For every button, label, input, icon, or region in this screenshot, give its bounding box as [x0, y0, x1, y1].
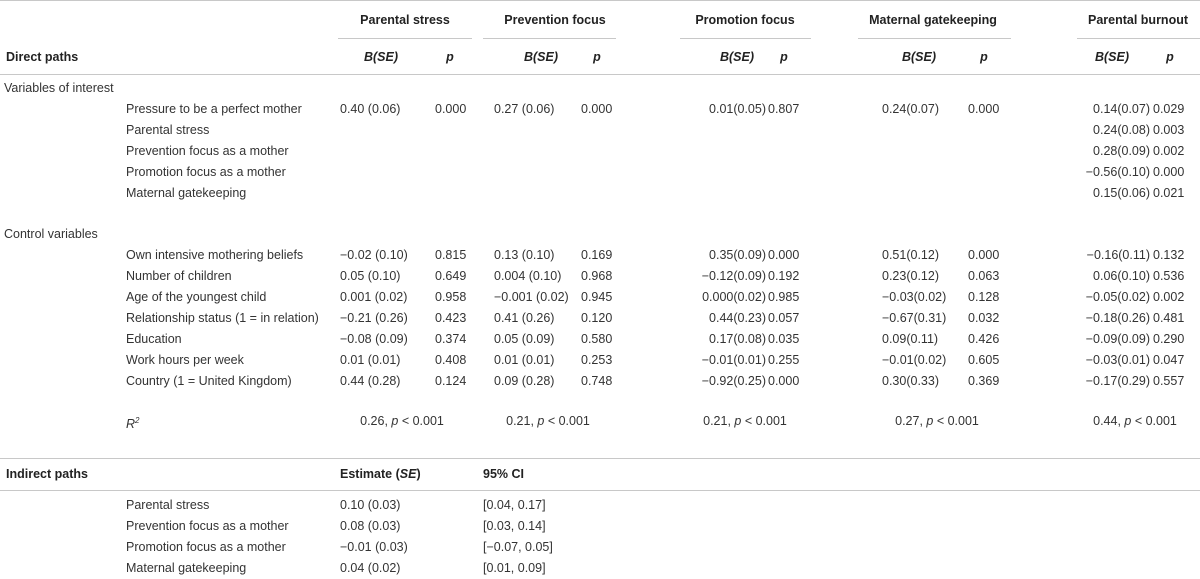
cell: 0.426 [968, 332, 1000, 346]
ci-cell: [0.01, 0.09] [483, 561, 546, 575]
row-label: Relationship status (1 = in relation) [126, 311, 319, 325]
cell: 0.063 [968, 269, 1000, 283]
row-label: Country (1 = United Kingdom) [126, 374, 292, 388]
cell: 0.029 [1153, 102, 1185, 116]
cell: −0.56(0.10) [1085, 165, 1150, 179]
group-underline-parental-burnout [1077, 38, 1200, 39]
cell: 0.15(0.06) [1093, 186, 1150, 200]
r-squared-threshold: < 0.001 [741, 414, 787, 428]
cell: 0.41 (0.26) [494, 311, 555, 325]
section-control-variables: Control variables [4, 227, 98, 241]
cell: 0.002 [1153, 290, 1185, 304]
cell: 0.047 [1153, 353, 1185, 367]
direct-paths-heading: Direct paths [6, 50, 79, 64]
row-label: Own intensive mothering beliefs [126, 248, 304, 262]
cell: 0.23(0.12) [882, 269, 939, 283]
top-rule [0, 0, 1200, 1]
r-squared-sup: 2 [135, 415, 140, 425]
r-squared-number: 0.21, [506, 414, 538, 428]
cell: 0.580 [581, 332, 613, 346]
row-label: Parental stress [126, 123, 210, 137]
r-squared-number: 0.26, [360, 414, 392, 428]
group-header-parental-burnout: Parental burnout [1087, 13, 1189, 27]
cell: −0.67(0.31) [882, 311, 947, 325]
col-p-maternal-gatekeeping: p [980, 50, 988, 64]
cell: 0.649 [435, 269, 467, 283]
cell: −0.01(0.02) [882, 353, 947, 367]
col-p-promotion-focus: p [780, 50, 788, 64]
r-squared-value [1093, 413, 1177, 429]
estimate-cell: −0.01 (0.03) [340, 540, 408, 554]
cell: 0.002 [1153, 144, 1185, 158]
cell: 0.132 [1153, 248, 1185, 262]
cell: 0.000 [968, 102, 1000, 116]
r-squared-threshold: < 0.001 [398, 414, 444, 428]
cell: −0.92(0.25) [701, 374, 766, 388]
cell: 0.003 [1153, 123, 1185, 137]
col-p-prevention-focus: p [593, 50, 601, 64]
cell: 0.124 [435, 374, 467, 388]
cell: 0.44(0.23) [709, 311, 766, 325]
row-label: Education [126, 332, 182, 346]
group-header-parental-stress: Parental stress [360, 13, 450, 27]
cell: 0.17(0.08) [709, 332, 766, 346]
group-underline-parental-stress [338, 38, 472, 39]
cell: 0.128 [968, 290, 1000, 304]
cell: 0.192 [768, 269, 800, 283]
r-squared-p: p [734, 414, 742, 428]
cell: 0.958 [435, 290, 467, 304]
cell: 0.30(0.33) [882, 374, 939, 388]
cell: 0.408 [435, 353, 467, 367]
section-variables-of-interest: Variables of interest [4, 81, 114, 95]
cell: 0.423 [435, 311, 467, 325]
group-underline-maternal-gatekeeping [858, 38, 1011, 39]
cell: 0.24(0.07) [882, 102, 939, 116]
cell: 0.000 [581, 102, 613, 116]
cell: 0.06(0.10) [1093, 269, 1150, 283]
cell: 0.27 (0.06) [494, 102, 555, 116]
cell: 0.000 [768, 248, 800, 262]
indirect-paths-heading: Indirect paths [6, 467, 88, 481]
cell: 0.24(0.08) [1093, 123, 1150, 137]
indirect-top-rule [0, 458, 1200, 459]
cell: −0.03(0.02) [882, 290, 947, 304]
cell: 0.000(0.02) [702, 290, 766, 304]
cell: 0.374 [435, 332, 467, 346]
estimate-header-se: SE [399, 467, 417, 481]
cell: −0.12(0.09) [701, 269, 766, 283]
r-squared-p: p [391, 414, 399, 428]
group-underline-promotion-focus [680, 38, 811, 39]
col-bse-parental-stress: B(SE) [363, 50, 399, 64]
cell: −0.16(0.11) [1086, 248, 1150, 262]
r-squared-p: p [537, 414, 545, 428]
col-p-parental-stress: p [446, 50, 454, 64]
r-squared-label [126, 416, 139, 432]
cell: 0.605 [968, 353, 1000, 367]
r-squared-p: p [1124, 414, 1132, 428]
row-label: Promotion focus as a mother [126, 165, 286, 179]
row-label: Maternal gatekeeping [126, 561, 247, 575]
cell: 0.035 [768, 332, 800, 346]
cell: 0.536 [1153, 269, 1185, 283]
cell: 0.01(0.05) [709, 102, 766, 116]
cell: 0.004 (0.10) [494, 269, 562, 283]
estimate-cell: 0.04 (0.02) [340, 561, 401, 575]
r-squared-threshold: < 0.001 [544, 414, 590, 428]
cell: −0.17(0.29) [1085, 374, 1150, 388]
indirect-header-rule [0, 490, 1200, 491]
cell: 0.985 [768, 290, 800, 304]
cell: 0.253 [581, 353, 613, 367]
row-label: Promotion focus as a mother [126, 540, 286, 554]
cell: 0.032 [968, 311, 1000, 325]
cell: 0.169 [581, 248, 613, 262]
col-p-parental-burnout: p [1166, 50, 1174, 64]
col-bse-promotion-focus: B(SE) [719, 50, 755, 64]
cell: 0.09(0.11) [882, 332, 939, 346]
cell: −0.05(0.02) [1085, 290, 1150, 304]
cell: 0.000 [1153, 165, 1185, 179]
cell: 0.057 [768, 311, 800, 325]
cell: 0.35(0.09) [709, 248, 766, 262]
ci-cell: [−0.07, 0.05] [483, 540, 553, 554]
row-label: Pressure to be a perfect mother [126, 102, 302, 116]
estimate-header-text: Estimate ( [340, 467, 400, 481]
cell: 0.01 (0.01) [340, 353, 401, 367]
header-bottom-rule [0, 74, 1200, 75]
cell: 0.14(0.07) [1093, 102, 1150, 116]
cell: 0.290 [1153, 332, 1185, 346]
cell: −0.03(0.01) [1085, 353, 1150, 367]
cell: −0.21 (0.26) [340, 311, 408, 325]
cell: 0.01 (0.01) [494, 353, 555, 367]
col-bse-prevention-focus: B(SE) [523, 50, 559, 64]
estimate-header [340, 466, 421, 482]
r-squared-p: p [926, 414, 934, 428]
row-label: Parental stress [126, 498, 210, 512]
r-squared-number: 0.21, [703, 414, 735, 428]
cell: 0.28(0.09) [1093, 144, 1150, 158]
cell: 0.09 (0.28) [494, 374, 555, 388]
cell: 0.021 [1153, 186, 1185, 200]
ci-cell: [0.04, 0.17] [483, 498, 546, 512]
cell: 0.968 [581, 269, 613, 283]
estimate-header-close: ) [416, 467, 421, 481]
cell: −0.18(0.26) [1085, 311, 1150, 325]
r-squared-value [506, 413, 590, 429]
row-label: Maternal gatekeeping [126, 186, 247, 200]
cell: 0.05 (0.09) [494, 332, 555, 346]
col-bse-parental-burnout: B(SE) [1094, 50, 1130, 64]
group-header-promotion-focus: Promotion focus [695, 13, 795, 27]
cell: 0.815 [435, 248, 467, 262]
cell: 0.001 (0.02) [340, 290, 408, 304]
cell: 0.05 (0.10) [340, 269, 401, 283]
row-label: Prevention focus as a mother [126, 519, 289, 533]
r-squared-value [895, 413, 979, 429]
row-label: Prevention focus as a mother [126, 144, 289, 158]
r-squared-letter: R [126, 417, 136, 431]
cell: 0.255 [768, 353, 800, 367]
row-label: Work hours per week [126, 353, 244, 367]
cell: 0.481 [1153, 311, 1185, 325]
cell: 0.40 (0.06) [340, 102, 401, 116]
cell: 0.44 (0.28) [340, 374, 401, 388]
cell: −0.001 (0.02) [494, 290, 569, 304]
cell: −0.02 (0.10) [340, 248, 408, 262]
r-squared-number: 0.44, [1093, 414, 1125, 428]
row-label: Age of the youngest child [126, 290, 267, 304]
group-header-maternal-gatekeeping: Maternal gatekeeping [869, 13, 997, 27]
col-bse-maternal-gatekeeping: B(SE) [901, 50, 937, 64]
ci-header: 95% CI [483, 467, 524, 481]
r-squared-number: 0.27, [895, 414, 927, 428]
cell: −0.01(0.01) [701, 353, 766, 367]
cell: −0.09(0.09) [1085, 332, 1150, 346]
cell: 0.748 [581, 374, 613, 388]
r-squared-value [703, 413, 787, 429]
cell: 0.000 [435, 102, 467, 116]
group-header-prevention-focus: Prevention focus [504, 13, 606, 27]
estimate-cell: 0.10 (0.03) [340, 498, 401, 512]
r-squared-threshold: < 0.001 [1131, 414, 1177, 428]
cell: 0.557 [1153, 374, 1185, 388]
cell: 0.945 [581, 290, 613, 304]
cell: 0.13 (0.10) [494, 248, 555, 262]
row-label: Number of children [126, 269, 232, 283]
cell: 0.000 [768, 374, 800, 388]
cell: 0.120 [581, 311, 613, 325]
cell: 0.000 [968, 248, 1000, 262]
cell: −0.08 (0.09) [340, 332, 408, 346]
r-squared-threshold: < 0.001 [933, 414, 979, 428]
estimate-cell: 0.08 (0.03) [340, 519, 401, 533]
ci-cell: [0.03, 0.14] [483, 519, 546, 533]
cell: 0.369 [968, 374, 1000, 388]
group-underline-prevention-focus [483, 38, 616, 39]
cell: 0.51(0.12) [882, 248, 939, 262]
r-squared-value [360, 413, 444, 429]
cell: 0.807 [768, 102, 800, 116]
